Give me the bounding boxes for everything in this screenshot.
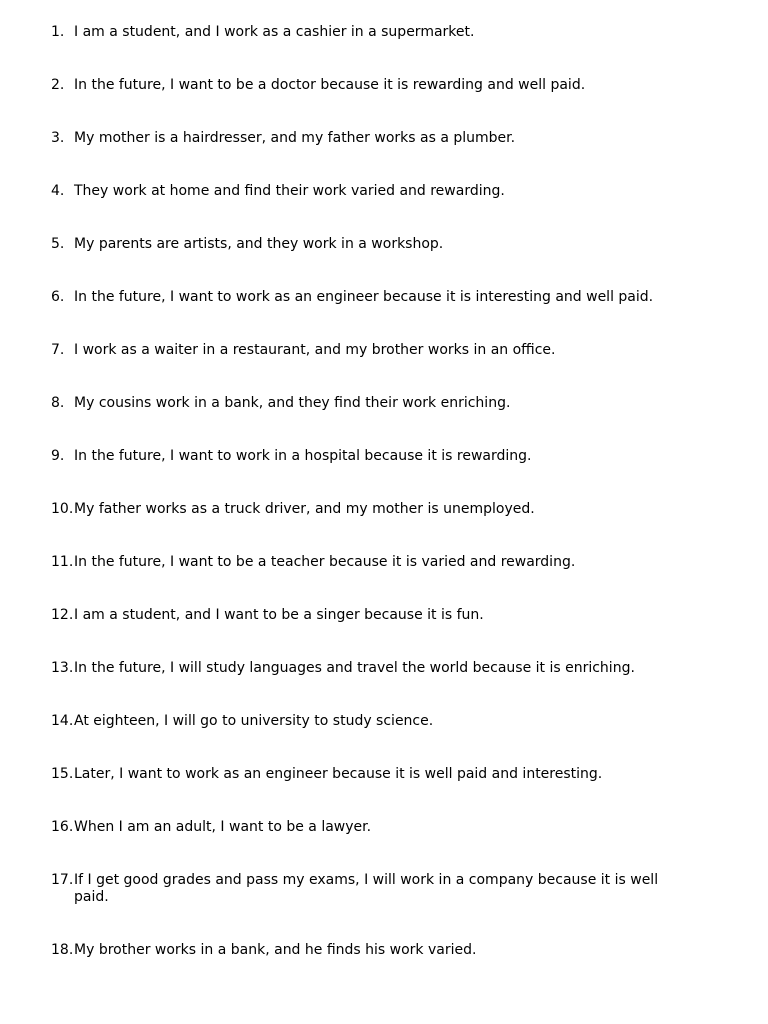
list-item: [51, 713, 691, 766]
list-item: [51, 289, 691, 342]
item-number: 16.: [51, 819, 74, 835]
item-text: My father works as a truck driver, and my mother is unemployed.: [74, 501, 535, 517]
list-item: [51, 942, 691, 995]
item-text: If I get good grades and pass my exams, I will work in a company because it is well paid.: [74, 872, 659, 905]
sentence-list: [51, 24, 691, 995]
item-number: 17.: [51, 872, 74, 888]
item-text: They work at home and find their work varied and rewarding.: [74, 183, 505, 199]
item-text: In the future, I will study languages and travel the world because it is enriching.: [74, 660, 635, 676]
item-text: My cousins work in a bank, and they find their work enriching.: [74, 395, 511, 411]
item-text: In the future, I want to be a doctor because it is rewarding and well paid.: [74, 77, 586, 93]
item-text: In the future, I want to work as an engineer because it is interesting and well paid.: [74, 289, 654, 305]
list-item: [51, 554, 691, 607]
item-number: 11.: [51, 554, 74, 570]
item-text: In the future, I want to be a teacher because it is varied and rewarding.: [74, 554, 576, 570]
item-text: My parents are artists, and they work in a workshop.: [74, 236, 444, 252]
item-text: When I am an adult, I want to be a lawyer.: [74, 819, 372, 835]
item-text: My brother works in a bank, and he finds his work varied.: [74, 942, 477, 958]
item-number: 18.: [51, 942, 74, 958]
list-item: [51, 183, 691, 236]
list-item: [51, 819, 691, 872]
item-number: 10.: [51, 501, 74, 517]
item-number: 8.: [51, 395, 65, 411]
list-item: [51, 872, 691, 942]
item-number: 3.: [51, 130, 65, 146]
item-number: 2.: [51, 77, 65, 93]
item-number: 9.: [51, 448, 65, 464]
item-text: I am a student, and I want to be a singer because it is fun.: [74, 607, 484, 623]
item-text: I work as a waiter in a restaurant, and my brother works in an office.: [74, 342, 556, 358]
item-text: At eighteen, I will go to university to study science.: [74, 713, 434, 729]
item-number: 15.: [51, 766, 74, 782]
list-item: [51, 130, 691, 183]
item-text: My mother is a hairdresser, and my father works as a plumber.: [74, 130, 516, 146]
item-text: In the future, I want to work in a hospital because it is rewarding.: [74, 448, 532, 464]
list-item: [51, 501, 691, 554]
item-number: 4.: [51, 183, 65, 199]
item-number: 7.: [51, 342, 65, 358]
item-number: 1.: [51, 24, 65, 40]
list-item: [51, 77, 691, 130]
list-item: [51, 660, 691, 713]
item-number: 13.: [51, 660, 74, 676]
item-text: Later, I want to work as an engineer because it is well paid and interesting.: [74, 766, 603, 782]
item-number: 6.: [51, 289, 65, 305]
list-item: [51, 24, 691, 77]
list-item: [51, 448, 691, 501]
list-item: [51, 766, 691, 819]
list-item: [51, 395, 691, 448]
item-number: 5.: [51, 236, 65, 252]
item-text: I am a student, and I work as a cashier in a supermarket.: [74, 24, 475, 40]
item-number: 14.: [51, 713, 74, 729]
list-item: [51, 236, 691, 289]
item-number: 12.: [51, 607, 74, 623]
list-item: [51, 342, 691, 395]
list-item: [51, 607, 691, 660]
